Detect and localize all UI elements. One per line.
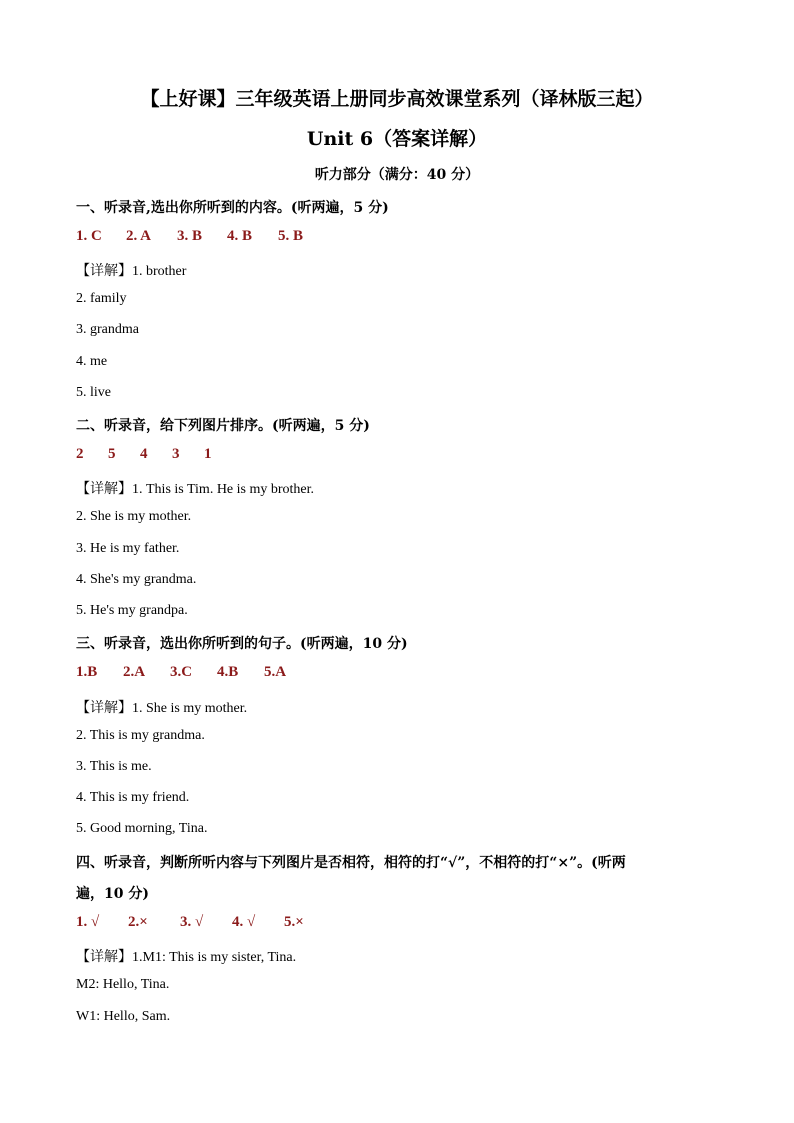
section-2-detail-1 xyxy=(76,478,314,498)
answer-item: 2.× xyxy=(128,914,148,930)
answer-item: 4 xyxy=(140,446,148,462)
detail-text: 1.M1: This is my sister, Tina. xyxy=(132,950,297,965)
answer-item: 4. √ xyxy=(232,914,256,930)
unit-subtitle: Unit 6（答案详解） xyxy=(306,128,488,150)
section-1-answers xyxy=(76,228,303,245)
document-title: 【上好课】三年级英语上册同步高效课堂系列（译林版三起） xyxy=(140,88,654,110)
answer-item: 1. C xyxy=(76,228,102,244)
detail-label: 【详解】 xyxy=(76,700,132,716)
answer-item: 3. B xyxy=(177,228,203,244)
answer-item: 1. √ xyxy=(76,914,100,930)
section-3-detail-2: 2. This is my grandma. xyxy=(76,728,205,743)
answer-item: 1.B xyxy=(76,664,98,680)
section-1-detail-2: 2. family xyxy=(76,291,127,306)
section-2-detail-4: 4. She's my grandma. xyxy=(76,572,197,587)
section-2-heading: 二、听录音，给下列图片排序。(听两遍，5 分) xyxy=(76,418,370,434)
section-4-answers xyxy=(76,914,304,931)
answer-item: 3. √ xyxy=(180,914,204,930)
answer-item: 5. B xyxy=(278,228,304,244)
section-3-detail-4: 4. This is my friend. xyxy=(76,790,190,805)
detail-label: 【详解】 xyxy=(76,481,132,497)
section-3-answers xyxy=(76,664,286,681)
section-1-detail-5: 5. live xyxy=(76,385,111,400)
section-3-detail-3: 3. This is me. xyxy=(76,759,152,774)
answer-item: 5 xyxy=(108,446,116,462)
section-4-detail-3: W1: Hello, Sam. xyxy=(76,1009,171,1024)
section-4-detail-1 xyxy=(76,946,296,966)
answer-item: 1 xyxy=(204,446,212,462)
section-1-detail-4: 4. me xyxy=(76,354,108,369)
section-2-answers xyxy=(76,446,212,463)
section-2-detail-5: 5. He's my grandpa. xyxy=(76,603,188,618)
answer-item: 2. A xyxy=(126,228,152,244)
section-4-heading: 四、听录音，判断所听内容与下列图片是否相符，相符的打“√”，不相符的打“×”。(听两 xyxy=(76,855,626,871)
section-1-detail-1 xyxy=(76,260,186,280)
detail-text: 1. brother xyxy=(132,264,187,279)
section-note: 听力部分（满分：40 分） xyxy=(314,167,480,183)
answer-item: 3 xyxy=(172,446,180,462)
answer-item: 2.A xyxy=(123,664,146,680)
section-2-detail-2: 2. She is my mother. xyxy=(76,509,192,524)
detail-label: 【详解】 xyxy=(76,263,132,279)
section-4-heading-cont: 遍，10 分) xyxy=(76,886,149,902)
section-2-detail-3: 3. He is my father. xyxy=(76,541,180,556)
section-3-heading: 三、听录音，选出你所听到的句子。(听两遍，10 分) xyxy=(76,636,408,652)
answer-item: 4. B xyxy=(227,228,253,244)
answer-item: 5.× xyxy=(284,914,304,930)
detail-text: 1. She is my mother. xyxy=(132,701,248,716)
detail-text: 1. This is Tim. He is my brother. xyxy=(132,482,315,497)
section-4-detail-2: M2: Hello, Tina. xyxy=(76,977,170,992)
answer-item: 3.C xyxy=(170,664,193,680)
section-1-heading: 一、听录音,选出你所听到的内容。(听两遍，5 分) xyxy=(76,200,389,216)
section-3-detail-5: 5. Good morning, Tina. xyxy=(76,821,208,836)
answer-item: 5.A xyxy=(264,664,287,680)
answer-item: 4.B xyxy=(217,664,239,680)
detail-label: 【详解】 xyxy=(76,949,132,965)
section-1-detail-3: 3. grandma xyxy=(76,322,139,337)
section-3-detail-1 xyxy=(76,697,247,717)
answer-item: 2 xyxy=(76,446,84,462)
